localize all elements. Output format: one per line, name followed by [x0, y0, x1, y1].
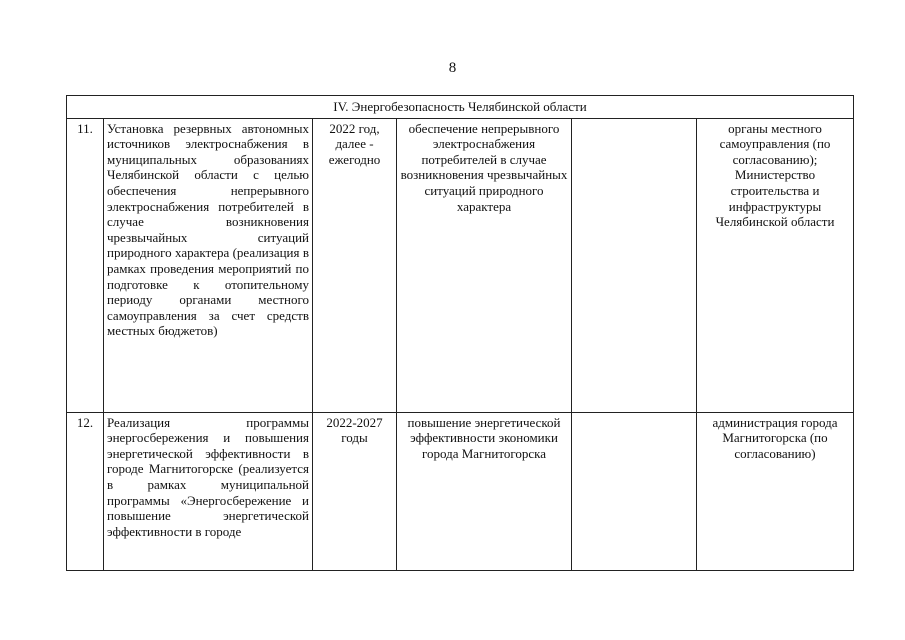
- term-cell: 2022-2027 годы: [313, 412, 397, 570]
- table-row: [67, 412, 854, 570]
- row-number: 12.: [67, 412, 104, 570]
- term-cell: 2022 год, далее - ежегодно: [313, 118, 397, 412]
- result-cell: повышение энергетической эффективности экономики города Магнитогорска: [397, 412, 572, 570]
- measures-table: [66, 95, 854, 571]
- page-number: 8: [448, 60, 457, 76]
- empty-cell: [572, 118, 697, 412]
- row-number: 11.: [67, 118, 104, 412]
- measure-cell: Реализация программы энергосбережения и повышения энергетической эффективности в городе Магнитогорске (реализуется в рамках муниципальной программы «Энергосбережение и повышение энергетической эффективности в городе: [104, 412, 313, 570]
- table-row: [67, 118, 854, 412]
- section-title: IV. Энергобезопасность Челябинской области: [67, 96, 854, 119]
- measure-cell: Установка резервных автономных источников электроснабжения в муниципальных образованиях Челябинской области с целью обеспечения непрерывного электроснабжения потребителей в случае возникновения чрезвычайных ситуаций природного характера (реализация в рамках проведения мероприятий по подготовке к отопительному периоду органами местного самоуправления за счет средств местных бюджетов): [104, 118, 313, 412]
- responsible-cell: органы местного самоуправления (по согласованию); Министерство строительства и инфраструктуры Челябинской области: [697, 118, 854, 412]
- empty-cell: [572, 412, 697, 570]
- section-header-row: [67, 96, 854, 119]
- responsible-cell: администрация города Магнитогорска (по согласованию): [697, 412, 854, 570]
- result-cell: обеспечение непрерывного электроснабжения потребителей в случае возникновения чрезвычайных ситуаций природного характера: [397, 118, 572, 412]
